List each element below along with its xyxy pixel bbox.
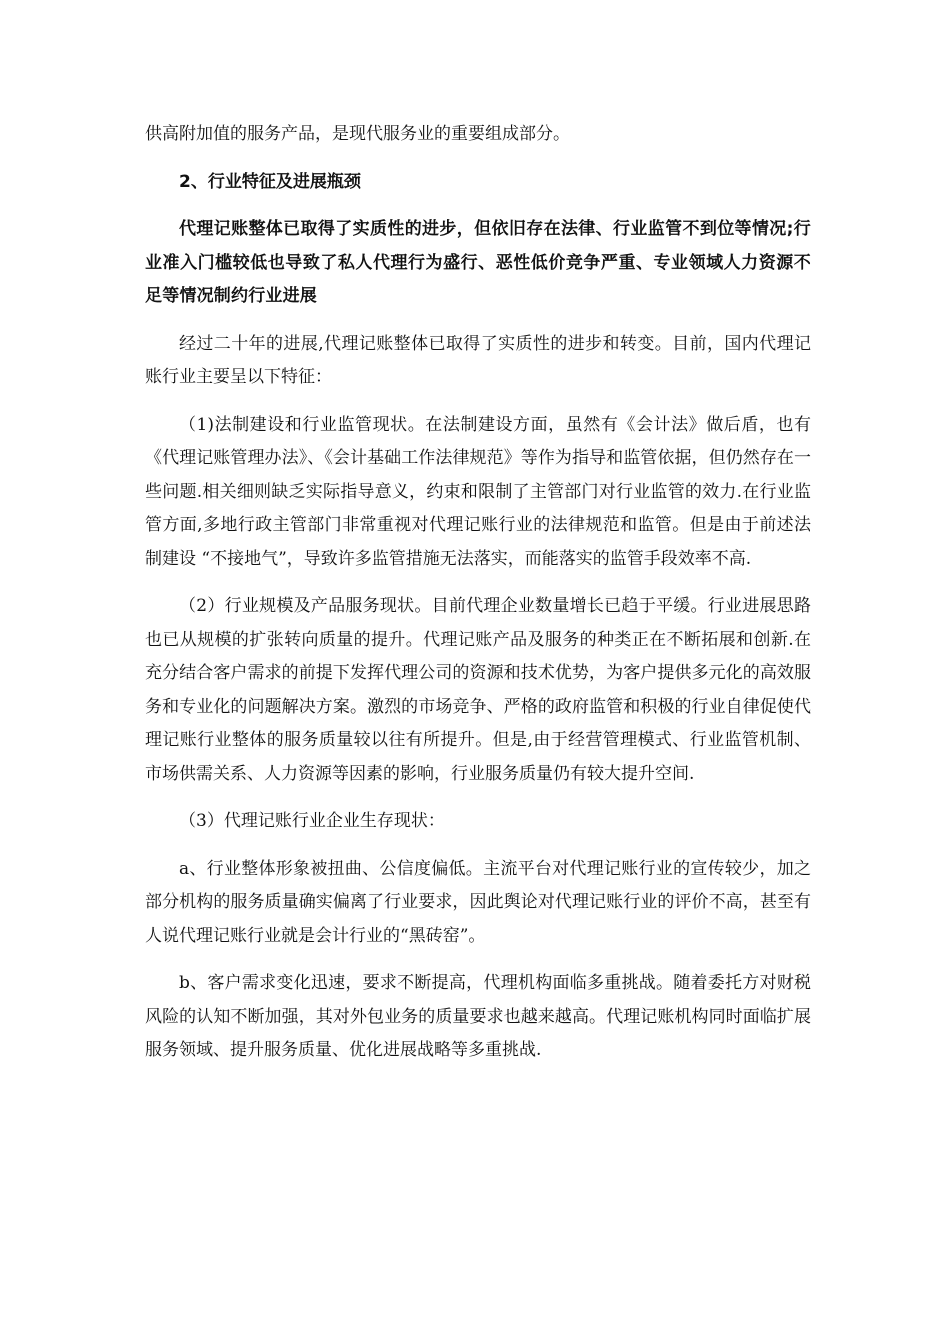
legal-supervision-paragraph: （1)法制建设和行业监管现状。在法制建设方面，虽然有《会计法》做后盾，也有《代理记账管理办法》、《会计基础工作法律规范》等作为指导和监管依据，但仍然存在一些问题.相关细则缺乏实际指导意义，约束和限制了主管部门对行业监管的效力.在行业监管方面,多地行政主管部门非常重视对代理记账行业的法律规范和监管。但是由于前述法制建设 “不接地气”，导致许多监管措施无法落实，而能落实的监管手段效率不高. [145,414,811,569]
survival-status-paragraph: （3）代理记账行业企业生存现状： [179,811,445,831]
summary-paragraph: 代理记账整体已取得了实质性的进步，但依旧存在法律、行业监管不到位等情况;行业准入门槛较低也导致了私人代理行为盛行、恶性低价竞争严重、专业领域人力资源不足等情况制约行业进展 [145,219,811,306]
intro-paragraph: 经过二十年的进展,代理记账整体已取得了实质性的进步和转变。目前，国内代理记账行业主要呈以下特征： [145,333,811,387]
section-heading: 2、行业特征及进展瓶颈 [179,171,361,192]
item-b-paragraph: b、客户需求变化迅速，要求不断提高，代理机构面临多重挑战。随着委托方对财税风险的认知不断加强，其对外包业务的质量要求也越来越高。代理记账机构同时面临扩展服务领域、提升服务质量、优化进展战略等多重挑战. [145,973,811,1060]
item-a-paragraph: a、行业整体形象被扭曲、公信度偏低。主流平台对代理记账行业的宣传较少，加之部分机构的服务质量确实偏离了行业要求，因此舆论对代理记账行业的评价不高，甚至有人说代理记账行业就是会计行业的“黑砖窑”。 [145,858,811,946]
industry-scale-paragraph: （2）行业规模及产品服务现状。目前代理企业数量增长已趋于平缓。行业进展思路也已从规模的扩张转向质量的提升。代理记账产品及服务的种类正在不断拓展和创新.在充分结合客户需求的前提下发挥代理公司的资源和技术优势，为客户提供多元化的高效服务和专业化的问题解决方案。激烈的市场竞争、严格的政府监管和积极的行业自律促使代理记账行业整体的服务质量较以往有所提升。但是,由于经营管理模式、行业监管机制、市场供需关系、人力资源等因素的影响，行业服务质量仍有较大提升空间. [145,596,811,784]
document-body [145,118,811,1068]
paragraph-continuation: 供高附加值的服务产品，是现代服务业的重要组成部分。 [145,124,570,144]
